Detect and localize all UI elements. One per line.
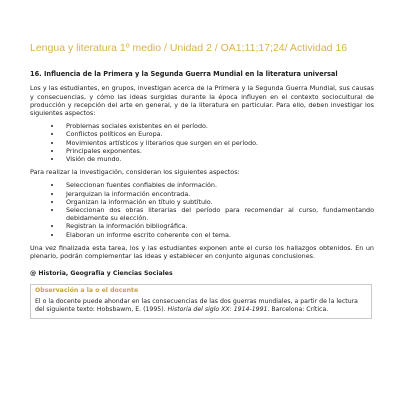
observation-book-title: Historia del siglo XX: 1914-1991 [167,306,268,314]
observation-text-after: . Barcelona: Crítica. [267,306,329,314]
list-item: • Jerarquizan la información encontrada. [62,190,374,198]
activity-content [30,70,374,319]
subject-connection: @ Historia, Geografía y Ciencias Sociales [30,270,173,278]
closing-paragraph: Una vez finalizada esta tarea, los y las estudiantes exponen ante el curso los hallazgos obtenidos. En un plenario, podrán complementar las ideas y establecer en conjunto algunas conclusiones. [30,243,374,261]
activity-intro: Los y las estudiantes, en grupos, investigan acerca de la Primera y la Segunda Guerra Mundial, sus causas y consecuencias, y cómo las ideas surgidas durante la época influyen en el contexto sociocultural de producción y recepción del arte en general, y de la literatura en particular. Para ello, deben investigar los siguientes aspectos: [30,84,374,118]
list-item: • Organizan la información en título y subtítulo. [62,198,374,206]
observation-text-before: El o la docente puede ahondar en las consecuencias de las dos guerras mundiales, a partir de la lectura del siguiente texto: Hobsbawm, E. (1995). [35,298,358,314]
steps-intro: Para realizar la investigación, consideran los siguientes aspectos: [30,168,240,177]
observation-text [35,298,367,314]
aspects-list [30,122,374,163]
list-item: • Seleccionan dos obras literarias del período para recomendar al curso, fundamentando debidamente su elección. [62,206,374,222]
list-item: • Movimientos artísticos y literarios que surgen en el período. [62,139,374,147]
steps-list [30,181,374,238]
list-item: • Elaboran un informe escrito coherente con el tema. [62,231,374,239]
observation-title: Observación a la o el docente [35,287,139,295]
list-item: • Seleccionan fuentes confiables de información. [62,181,374,189]
list-item: • Principales exponentes. [62,147,374,155]
page-title: Lengua y literatura 1º medio / Unidad 2 / OA1;11;17;24/ Actividad 16 [30,42,348,54]
list-item: • Problemas sociales existentes en el período. [62,122,374,130]
activity-heading: 16. Influencia de la Primera y la Segunda Guerra Mundial en la literatura universal [30,70,338,78]
teacher-observation-box [30,284,372,319]
list-item: • Visión de mundo. [62,155,374,163]
list-item: • Conflictos políticos en Europa. [62,130,374,138]
list-item: • Registran la información bibliográfica. [62,222,374,230]
